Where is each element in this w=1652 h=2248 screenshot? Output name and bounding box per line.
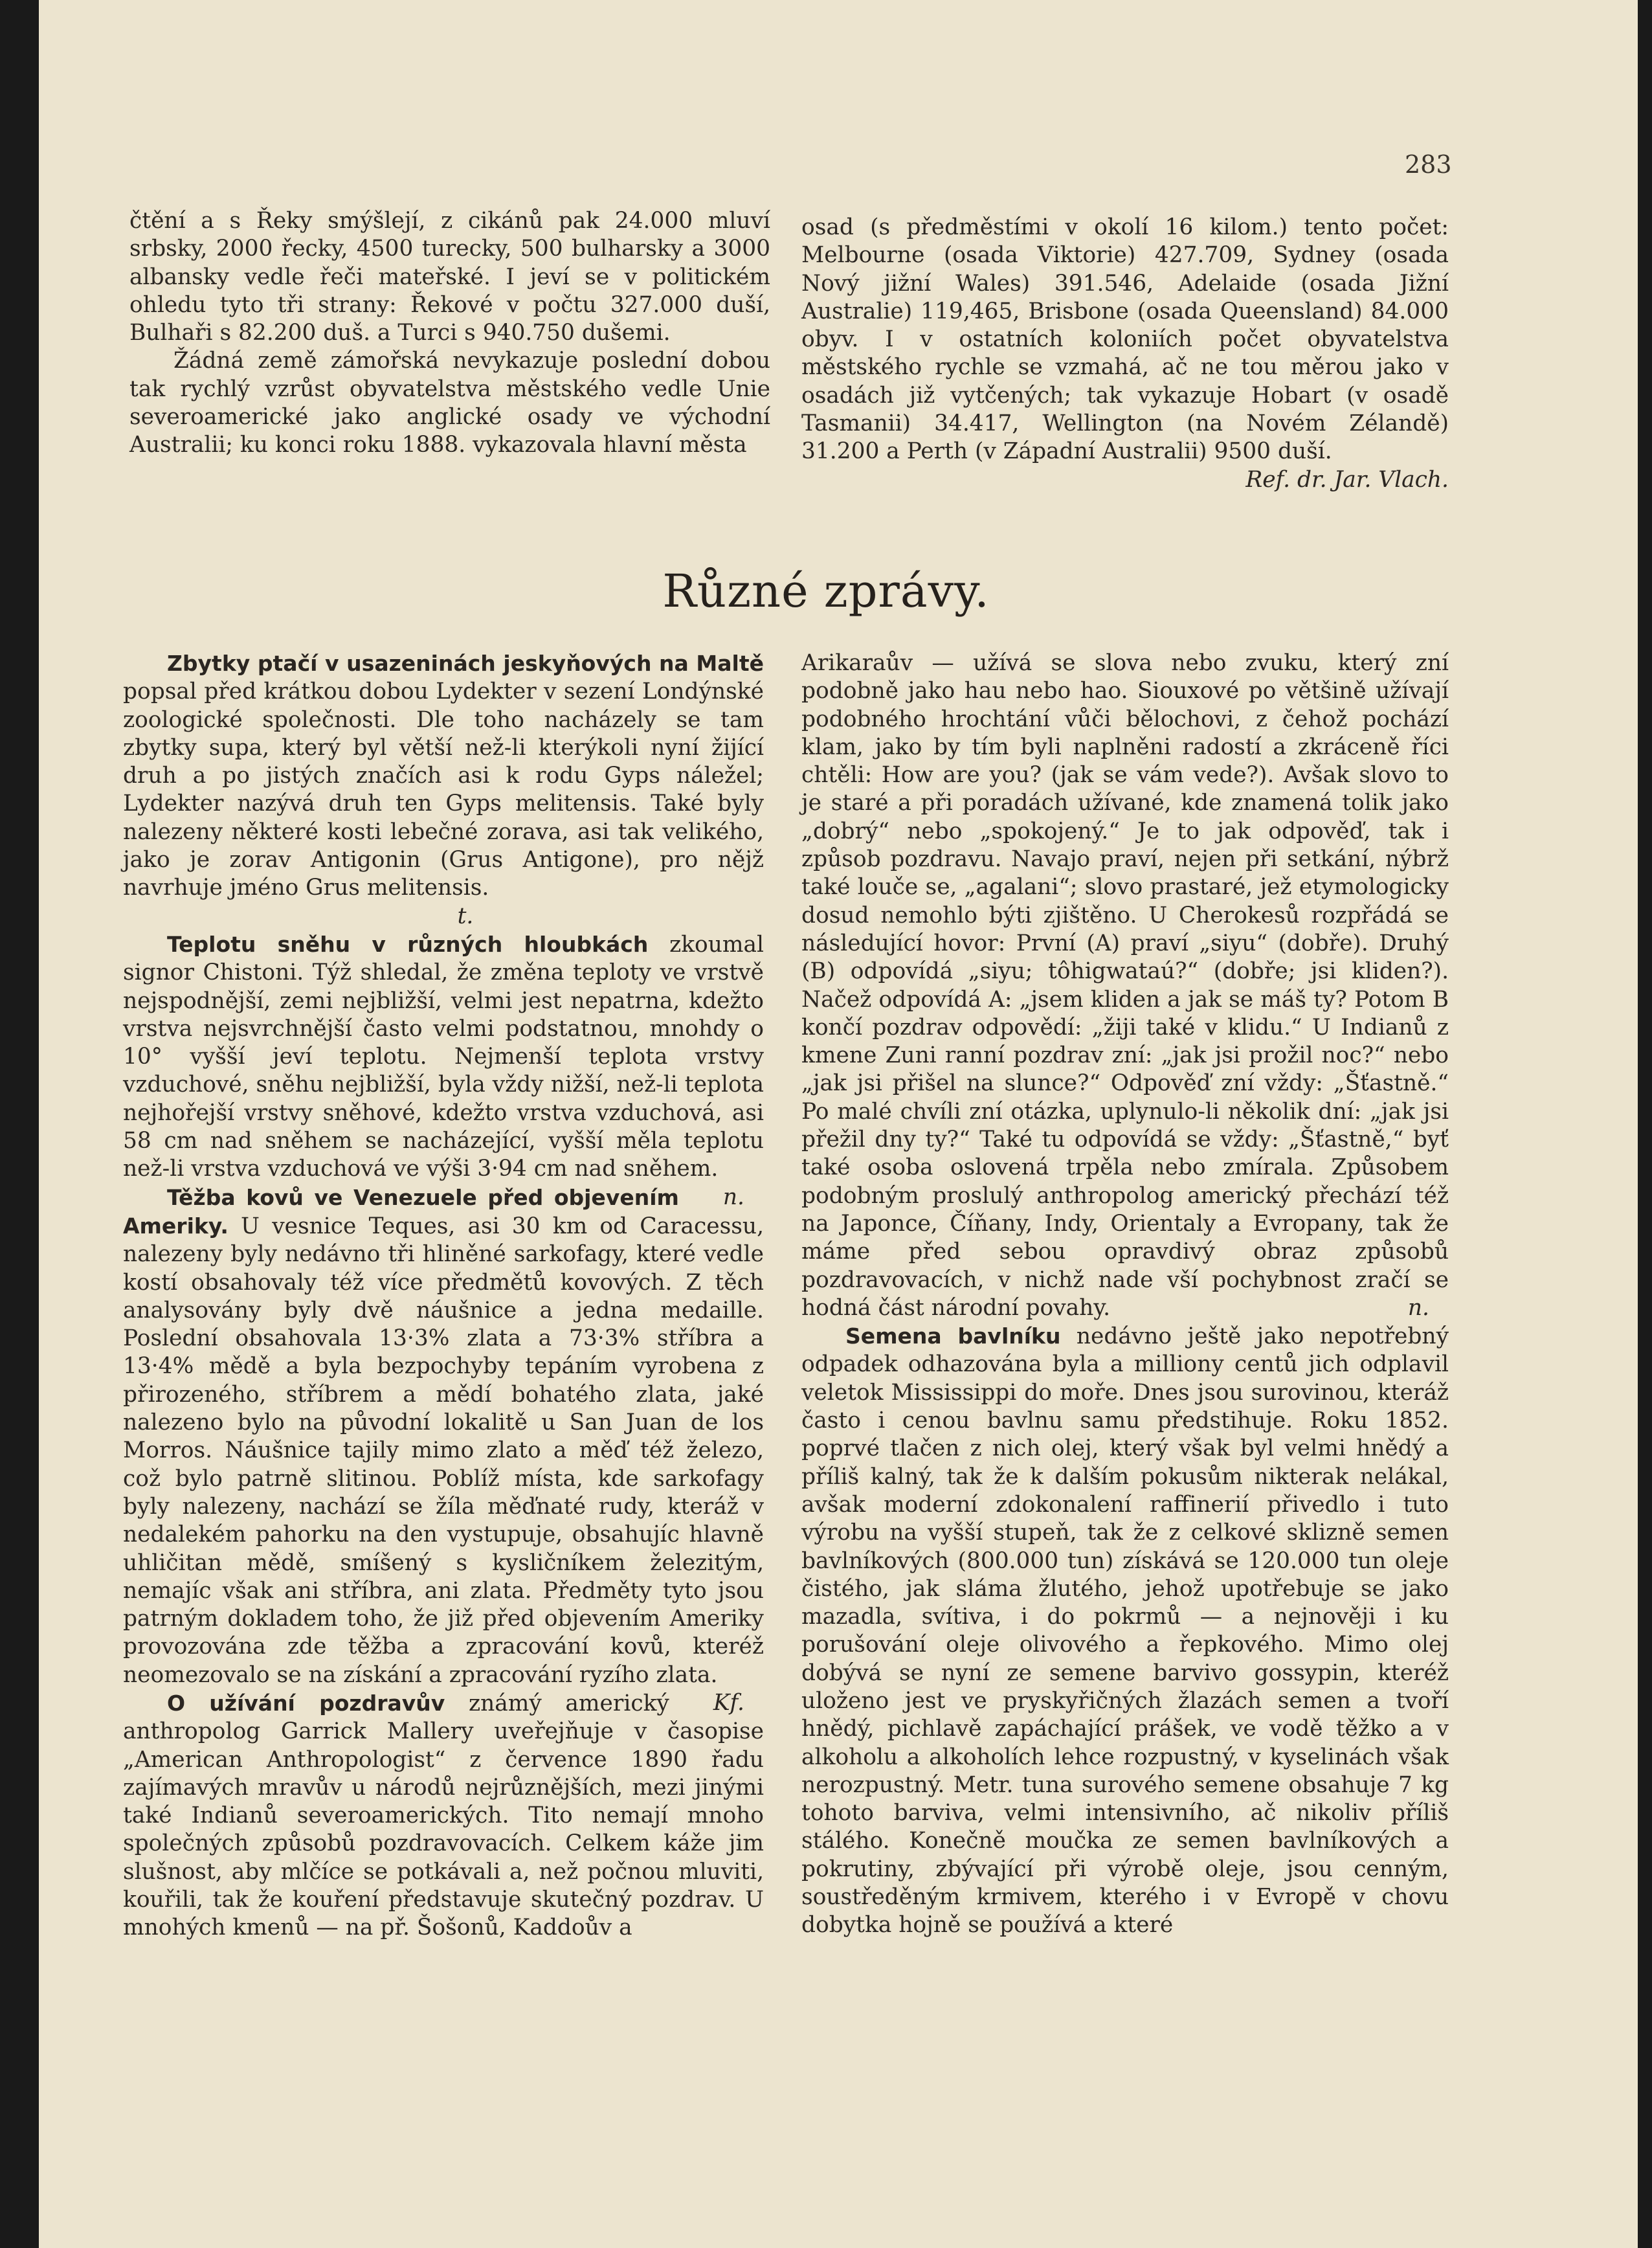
article-snow [123,930,765,1210]
article-text: Arikaraův — užívá se slova nebo zvuku, který zní podobně jako hau nebo hao. Siouxové po většině užívají podobného hrochtání vůči bělochovi, z čehož pochází klam, jako by tím byli naplněni radostí a zkráceně říci chtěli: How are you? (jak se vám vede?). Avšak slovo to je staré a při poradách užívané, kde znamená tolik jako „dobrý“ nebo „spokojený.“ Je to jak odpověď, tak i způsob pozdravu. Navajo praví, nejen při setkání, nýbrž také louče se, „agalani“; slovo prastaré, jež etymologicky dosud nemohlo býti zjištěno. U Cherokesů rozpřádá se následující hovor: První (A) praví „siyu“ (dobře). Druhý (B) odpovídá „siyu; tôhigwataú?“ (dobře; jsi kliden?). Načež odpovídá A: „jsem kliden a jak se máš ty? Potom B končí pozdrav odpovědí: „žiji také v klidu.“ U Indianů z kmene Zuni ranní pozdrav zní: „jak jsi prožil noc?“ nebo „jak jsi přišel na slunce?“ Odpověď zní vždy: „Šťastně.“ Po malé chvíli zní otázka, uplynulo-li několik dní: „jak jsi přežil dny ty?“ Také tu odpovídá se vždy: „Šťastně,“ byť také osoba oslovená trpěla nebo zmírala. Způsobem podobným proslulý anthropolog americký přechází též na Japonce, Číňany, Indy, Orientaly a Evropany, tak že máme před sebou opravdivý obraz způsobů pozdravovacích, v nichž nade vší pochybnost zračí se hodná část národní povahy. [801,650,1449,1321]
section-heading: Různé zprávy. [662,565,990,618]
article-birds [123,649,764,903]
article-lead: Zbytky ptačí v usazeninách jeskyňových na Maltě [167,651,764,676]
signature [801,466,1449,494]
article-text: známý americký anthropolog Garrick Mallery uveřejňuje v časopise „American Anthropologist“ z července 1890 řadu zajímavých mravův u národů nejrůznějších, mezi jinými také Indianů severoamerických. Tito nemají mnoho společných způsobů pozdravovacích. Celkem káže jim slušnost, aby mlčíce se potkávali a, než počnou mluviti, kouřili, tak že kouření představuje skutečný pozdrav. U mnohých kmenů — na př. Šošonů, Kaddoův a [123,1690,764,1941]
article-lead: Teplotu sněhu v různých hloubkách [167,931,649,957]
article-cotton-seeds [801,1322,1449,1940]
signature-text: Ref. dr. Jar. Vlach. [1245,466,1449,493]
paragraph: čtění a s Řeky smýšlejí, z cikánů pak 24.000 mluví srbsky, 2000 řecky, 4500 turecky, 500 bulharsky a 3000 albansky vedle řeči mateřské. I jeví se v politickém ohledu tyto tři strany: Řekové v počtu 327.000 duší, Bulhaři s 82.200 duš. a Turci s 940.750 dušemi. [129,208,770,346]
article-greetings-continued [801,649,1449,1322]
article-lead: Těžba kovů ve Venezuele před objevením Ameriky. [123,1184,679,1239]
paragraph: osad (s předměstími v okolí 16 kilom.) tento počet: Melbourne (osada Viktorie) 427.709, Sydney (osada Nový jižní Wales) 391.546, Adelaide (osada Jižní Australie) 119,465, Brisbone (osada Queensland) 84.000 obyv. I v ostatních koloniích počet obyvatelstva městského rychle se vzmahá, ač ne tou měrou jako v osadách již vytčených; tak vykazuje Hobart (v osadě Tasmanii) 34.417, Wellington (na Novém Zélandě) 31.200 a Perth (v Západní Australii) 9500 duší. [801,214,1449,465]
page-number: 283 [1405,150,1452,179]
article-greetings [123,1689,764,1942]
bottom-left-column [123,649,764,1942]
paragraph: Žádná země zámořská nevykazuje poslední dobou tak rychlý vzrůst obyvatelstva městského vedle Unie severoamerické jako anglické osady ve východní Australii; ku konci roku 1888. vykazovala hlavní města [129,348,770,458]
article-text: zkoumal signor Chistoni. Týž shledal, že změna teploty ve vrstvě nejspodnější, zemi nejbližší, velmi jest nepatrna, kdežto vrstva nejsvrchnější často velmi podstatnou, mnohdy o 10° vyšší jeví teplotu. Nejmenší teplota vrstvy vzduchové, sněhu nejbližší, byla vždy nižší, než-li teplota nejhořejší vrstvy sněhové, kdežto vrstva vzduchová, asi 58 cm nad sněhem se nacházející, vyšší měla teplotu než-li vrstva vzduchová ve výši 3·94 cm nad sněhem. [123,931,765,1182]
article-text: popsal před krátkou dobou Lydekter v sezení Londýnské zoologické společnosti. Dle toho nacházely se tam zbytky supa, který byl větší než-li kterýkoli nyní žijící druh a po jistých značích asi k rodu Gyps náležel; Lydekter nazývá druh ten Gyps melitensis. Také byly nalezeny některé kosti lebečné zorava, asi tak velikého, jako je zorav Antigonin (Grus Antigone), pro nějž navrhuje jméno Grus melitensis. [123,679,764,901]
article-signature: t. [457,903,474,929]
article-text: nedávno ještě jako nepotřebný odpadek odhazována byla a milliony centů jich odplavil veletok Mississippi do moře. Dnes jsou surovinou, kteráž často i cenou bavlnu samu předstihuje. Roku 1852. poprvé tlačen z nich olej, který však byl velmi hnědý a příliš kalný, tak že k dalším pokusům nikterak nelákal, avšak moderní zdokonalení raffinerií přivedlo i tuto výrobu na vyšší stupeň, tak že z celkové sklizně semen bavlníkových (800.000 tun) získává se 120.000 tun oleje čistého, jak sláma žlutého, jehož upotřebuje se jako mazadla, svítiva, i do pokrmů — a nejnověji i ku porušování oleje olivového a řepkového. Mimo olej dobývá se nyní ze semene barvivo gossypin, kteréž uloženo jest ve pryskyřičných žlazách semen a tvoří hnědý, pichlavě zapáchající prášek, ve vodě těžko a v alkoholu a alkoholích lehce rozpustný, v kyselinách však nerozpustný. Metr. tuna surového semene obsahuje 7 kg tohoto barviva, velmi intensivního, ač nikoliv příliš stálého. Konečně moučka ze semen bavlníkových a pokrutiny, zbývající při výrobě oleje, jsou cenným, soustředěným krmivem, kterého i v Evropě v chovu dobytka hojně se používá a které [801,1323,1449,1939]
article-signature: n. [1407,1294,1429,1321]
article-lead: Semena bavlníku [845,1323,1061,1349]
article-signature: n. [722,1184,744,1210]
bottom-right-column [801,649,1449,1940]
top-right-column [801,214,1449,494]
article-lead: O užívání pozdravův [167,1690,445,1716]
article-signature: Kf. [713,1689,744,1716]
top-left-column [129,207,770,460]
article-text: U vesnice Teques, asi 30 km od Caracessu, nalezeny byly nedávno tři hliněné sarkofagy, které vedle kostí obsahovaly též více předmětů kovových. Z těch analysovány byly dvě náušnice a jedna medaille. Poslední obsahovala 13·3% zlata a 73·3% stříbra a 13·4% mědě a byla bezpochyby tepáním vyrobena z přirozeného, stříbrem a mědí bohatého zlata, jaké nalezeno bylo na původní lokalitě u San Juan de los Morros. Náušnice tajily mimo zlato a měď též železo, což bylo patrně slitinou. Poblíž místa, kde sarkofagy byly nalezeny, nachází se žíla měďnaté rudy, kteráž v nedalekém pahorku na den vystupuje, obsahujíc hlavně uhličitan mědě, smíšený s kysličníkem železitým, nemajíc však ani stříbra, ani zlata. Předměty tyto jsou patrným dokladem toho, že již před objevením Ameriky provozována zde těžba a zpracování kovů, kteréž neomezovalo se na získání a zpracování ryzího zlata. [123,1213,765,1688]
